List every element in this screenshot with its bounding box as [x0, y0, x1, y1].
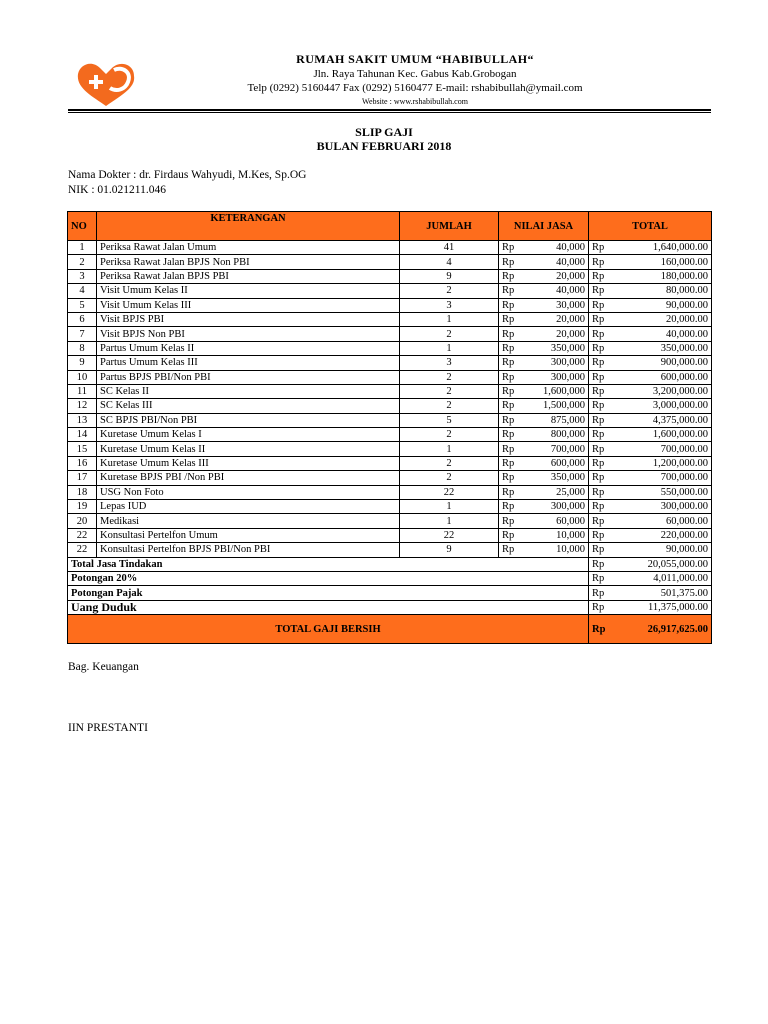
row-rate-currency: Rp: [499, 241, 521, 255]
table-row: [68, 241, 712, 255]
table-row: [68, 485, 712, 499]
summary-value: 20,055,000.00: [611, 557, 712, 571]
row-description: Kuretase Umum Kelas II: [97, 442, 400, 456]
row-rate: 40,000: [521, 284, 589, 298]
row-no: 13: [68, 413, 97, 427]
row-quantity: 9: [400, 543, 499, 557]
row-rate: 350,000: [521, 471, 589, 485]
row-rate: 60,000: [521, 514, 589, 528]
row-no: 18: [68, 485, 97, 499]
table-row: [68, 428, 712, 442]
row-quantity: 3: [400, 298, 499, 312]
summary-row: [68, 557, 712, 571]
row-no: 6: [68, 312, 97, 326]
table-row: [68, 399, 712, 413]
row-quantity: 41: [400, 241, 499, 255]
row-description: SC Kelas III: [97, 399, 400, 413]
row-total: 1,600,000.00: [611, 428, 712, 442]
row-rate-currency: Rp: [499, 500, 521, 514]
row-description: Visit Umum Kelas III: [97, 298, 400, 312]
row-total-currency: Rp: [589, 255, 611, 269]
row-rate-currency: Rp: [499, 471, 521, 485]
table-row: [68, 456, 712, 470]
row-total-currency: Rp: [589, 356, 611, 370]
row-rate-currency: Rp: [499, 384, 521, 398]
row-no: 14: [68, 428, 97, 442]
row-no: 19: [68, 500, 97, 514]
row-quantity: 3: [400, 356, 499, 370]
row-rate-currency: Rp: [499, 298, 521, 312]
row-total-currency: Rp: [589, 312, 611, 326]
row-total-currency: Rp: [589, 269, 611, 283]
row-rate: 1,500,000: [521, 399, 589, 413]
row-quantity: 2: [400, 428, 499, 442]
row-rate: 600,000: [521, 456, 589, 470]
summary-currency: Rp: [589, 600, 611, 614]
row-description: Partus BPJS PBI/Non PBI: [97, 370, 400, 384]
row-rate: 40,000: [521, 255, 589, 269]
row-description: Visit BPJS PBI: [97, 312, 400, 326]
row-total: 300,000.00: [611, 500, 712, 514]
row-total: 900,000.00: [611, 356, 712, 370]
row-rate-currency: Rp: [499, 528, 521, 542]
summary-row: [68, 586, 712, 600]
row-quantity: 5: [400, 413, 499, 427]
summary-label: Potongan 20%: [68, 571, 589, 585]
row-description: Kuretase Umum Kelas I: [97, 428, 400, 442]
row-total-currency: Rp: [589, 241, 611, 255]
row-description: Visit Umum Kelas II: [97, 284, 400, 298]
row-no: 20: [68, 514, 97, 528]
finance-department: Bag. Keuangan: [68, 661, 139, 673]
summary-label: Total Jasa Tindakan: [68, 557, 589, 571]
row-quantity: 1: [400, 500, 499, 514]
row-no: 11: [68, 384, 97, 398]
row-description: Periksa Rawat Jalan BPJS PBI: [97, 269, 400, 283]
row-rate-currency: Rp: [499, 413, 521, 427]
row-total: 40,000.00: [611, 327, 712, 341]
row-rate-currency: Rp: [499, 255, 521, 269]
row-quantity: 1: [400, 312, 499, 326]
row-total: 20,000.00: [611, 312, 712, 326]
row-rate: 875,000: [521, 413, 589, 427]
summary-value: 4,011,000.00: [611, 571, 712, 585]
table-row: [68, 298, 712, 312]
net-salary-currency: Rp: [589, 615, 611, 644]
row-rate-currency: Rp: [499, 327, 521, 341]
row-total: 700,000.00: [611, 442, 712, 456]
summary-currency: Rp: [589, 571, 611, 585]
row-rate-currency: Rp: [499, 428, 521, 442]
row-quantity: 2: [400, 370, 499, 384]
row-rate-currency: Rp: [499, 284, 521, 298]
row-total: 3,000,000.00: [611, 399, 712, 413]
row-no: 16: [68, 456, 97, 470]
salary-table: [67, 211, 712, 644]
row-total-currency: Rp: [589, 341, 611, 355]
header-total: TOTAL: [589, 212, 712, 241]
table-row: [68, 356, 712, 370]
summary-row: [68, 600, 712, 614]
table-row: [68, 255, 712, 269]
row-total-currency: Rp: [589, 471, 611, 485]
header-nilai-jasa: NILAI JASA: [499, 212, 589, 241]
row-no: 17: [68, 471, 97, 485]
signer-name: IIN PRESTANTI: [68, 722, 148, 734]
table-row: [68, 341, 712, 355]
row-no: 1: [68, 241, 97, 255]
table-row: [68, 413, 712, 427]
row-no: 4: [68, 284, 97, 298]
row-total-currency: Rp: [589, 485, 611, 499]
doctor-nik: NIK : 01.021211.046: [68, 184, 166, 196]
row-description: Lepas IUD: [97, 500, 400, 514]
row-description: Periksa Rawat Jalan BPJS Non PBI: [97, 255, 400, 269]
table-row: [68, 269, 712, 283]
row-total: 4,375,000.00: [611, 413, 712, 427]
net-salary-value: 26,917,625.00: [611, 615, 712, 644]
row-total: 1,200,000.00: [611, 456, 712, 470]
row-rate: 300,000: [521, 370, 589, 384]
row-total: 3,200,000.00: [611, 384, 712, 398]
row-rate: 350,000: [521, 341, 589, 355]
row-rate: 30,000: [521, 298, 589, 312]
row-total: 80,000.00: [611, 284, 712, 298]
row-description: Visit BPJS Non PBI: [97, 327, 400, 341]
row-description: Kuretase Umum Kelas III: [97, 456, 400, 470]
row-no: 15: [68, 442, 97, 456]
row-quantity: 22: [400, 485, 499, 499]
row-total-currency: Rp: [589, 514, 611, 528]
row-description: SC BPJS PBI/Non PBI: [97, 413, 400, 427]
row-total-currency: Rp: [589, 413, 611, 427]
row-description: USG Non Foto: [97, 485, 400, 499]
row-total-currency: Rp: [589, 428, 611, 442]
header-no: NO: [68, 212, 97, 241]
row-quantity: 1: [400, 341, 499, 355]
row-no: 9: [68, 356, 97, 370]
table-row: [68, 500, 712, 514]
table-row: [68, 284, 712, 298]
summary-currency: Rp: [589, 586, 611, 600]
row-no: 3: [68, 269, 97, 283]
row-rate-currency: Rp: [499, 341, 521, 355]
summary-row: [68, 571, 712, 585]
row-total-currency: Rp: [589, 298, 611, 312]
row-total-currency: Rp: [589, 543, 611, 557]
row-quantity: 1: [400, 514, 499, 528]
table-header-row: [68, 212, 712, 241]
row-no: 12: [68, 399, 97, 413]
row-rate-currency: Rp: [499, 514, 521, 528]
row-quantity: 22: [400, 528, 499, 542]
row-quantity: 9: [400, 269, 499, 283]
table-row: [68, 312, 712, 326]
row-description: Konsultasi Pertelfon BPJS PBI/Non PBI: [97, 543, 400, 557]
row-rate-currency: Rp: [499, 456, 521, 470]
table-row: [68, 514, 712, 528]
row-total: 1,640,000.00: [611, 241, 712, 255]
row-total-currency: Rp: [589, 456, 611, 470]
table-row: [68, 384, 712, 398]
row-quantity: 2: [400, 327, 499, 341]
row-rate: 20,000: [521, 312, 589, 326]
document-period: BULAN FEBRUARI 2018: [316, 139, 452, 153]
table-row: [68, 327, 712, 341]
row-rate-currency: Rp: [499, 543, 521, 557]
row-total: 180,000.00: [611, 269, 712, 283]
row-rate-currency: Rp: [499, 312, 521, 326]
summary-value: 501,375.00: [611, 586, 712, 600]
net-salary-row: [68, 615, 712, 644]
row-rate-currency: Rp: [499, 269, 521, 283]
row-rate: 10,000: [521, 543, 589, 557]
table-row: [68, 543, 712, 557]
row-total: 90,000.00: [611, 543, 712, 557]
row-description: Partus Umum Kelas II: [97, 341, 400, 355]
hospital-name: RUMAH SAKIT UMUM “HABIBULLAH“: [296, 52, 534, 66]
row-no: 22: [68, 528, 97, 542]
row-no: 7: [68, 327, 97, 341]
row-rate-currency: Rp: [499, 485, 521, 499]
row-rate-currency: Rp: [499, 399, 521, 413]
row-description: Kuretase BPJS PBI /Non PBI: [97, 471, 400, 485]
row-total-currency: Rp: [589, 327, 611, 341]
row-rate: 40,000: [521, 241, 589, 255]
row-rate: 10,000: [521, 528, 589, 542]
row-total-currency: Rp: [589, 384, 611, 398]
row-quantity: 4: [400, 255, 499, 269]
row-rate: 25,000: [521, 485, 589, 499]
row-rate: 700,000: [521, 442, 589, 456]
header-divider-thin: [68, 112, 711, 113]
row-description: SC Kelas II: [97, 384, 400, 398]
row-description: Partus Umum Kelas III: [97, 356, 400, 370]
row-total-currency: Rp: [589, 528, 611, 542]
row-total: 160,000.00: [611, 255, 712, 269]
document-title: SLIP GAJI: [355, 125, 413, 139]
row-description: Konsultasi Pertelfon Umum: [97, 528, 400, 542]
row-rate: 20,000: [521, 269, 589, 283]
hospital-website: Website : www.rshabibullah.com: [362, 97, 468, 106]
summary-currency: Rp: [589, 557, 611, 571]
row-quantity: 1: [400, 442, 499, 456]
header-jumlah: JUMLAH: [400, 212, 499, 241]
hospital-logo-heart-icon: [74, 60, 138, 108]
summary-label: Potongan Pajak: [68, 586, 589, 600]
row-rate: 1,600,000: [521, 384, 589, 398]
header-keterangan: KETERANGAN: [97, 212, 400, 241]
table-row: [68, 442, 712, 456]
row-rate: 300,000: [521, 356, 589, 370]
table-row: [68, 528, 712, 542]
row-no: 22: [68, 543, 97, 557]
row-rate: 800,000: [521, 428, 589, 442]
row-rate-currency: Rp: [499, 370, 521, 384]
row-no: 2: [68, 255, 97, 269]
hospital-contact: Telp (0292) 5160447 Fax (0292) 5160477 E-mail: rshabibullah@ymail.com: [247, 82, 583, 94]
row-total: 60,000.00: [611, 514, 712, 528]
row-rate: 20,000: [521, 327, 589, 341]
row-quantity: 2: [400, 456, 499, 470]
row-total: 550,000.00: [611, 485, 712, 499]
row-total-currency: Rp: [589, 500, 611, 514]
row-quantity: 2: [400, 399, 499, 413]
summary-label: Uang Duduk: [68, 600, 589, 614]
row-rate-currency: Rp: [499, 442, 521, 456]
header-divider: [68, 109, 711, 111]
row-total: 90,000.00: [611, 298, 712, 312]
table-row: [68, 370, 712, 384]
row-rate: 300,000: [521, 500, 589, 514]
row-rate-currency: Rp: [499, 356, 521, 370]
row-quantity: 2: [400, 471, 499, 485]
summary-value: 11,375,000.00: [611, 600, 712, 614]
row-no: 8: [68, 341, 97, 355]
table-row: [68, 471, 712, 485]
doctor-name: Nama Dokter : dr. Firdaus Wahyudi, M.Kes, Sp.OG: [68, 169, 307, 181]
row-no: 10: [68, 370, 97, 384]
row-no: 5: [68, 298, 97, 312]
row-total: 220,000.00: [611, 528, 712, 542]
row-total-currency: Rp: [589, 399, 611, 413]
net-salary-label: TOTAL GAJI BERSIH: [68, 615, 589, 644]
row-description: Medikasi: [97, 514, 400, 528]
row-total: 600,000.00: [611, 370, 712, 384]
row-total: 350,000.00: [611, 341, 712, 355]
row-quantity: 2: [400, 384, 499, 398]
row-total-currency: Rp: [589, 284, 611, 298]
row-quantity: 2: [400, 284, 499, 298]
row-total: 700,000.00: [611, 471, 712, 485]
row-description: Periksa Rawat Jalan Umum: [97, 241, 400, 255]
row-total-currency: Rp: [589, 370, 611, 384]
row-total-currency: Rp: [589, 442, 611, 456]
hospital-address: Jln. Raya Tahunan Kec. Gabus Kab.Grobogan: [313, 68, 517, 80]
